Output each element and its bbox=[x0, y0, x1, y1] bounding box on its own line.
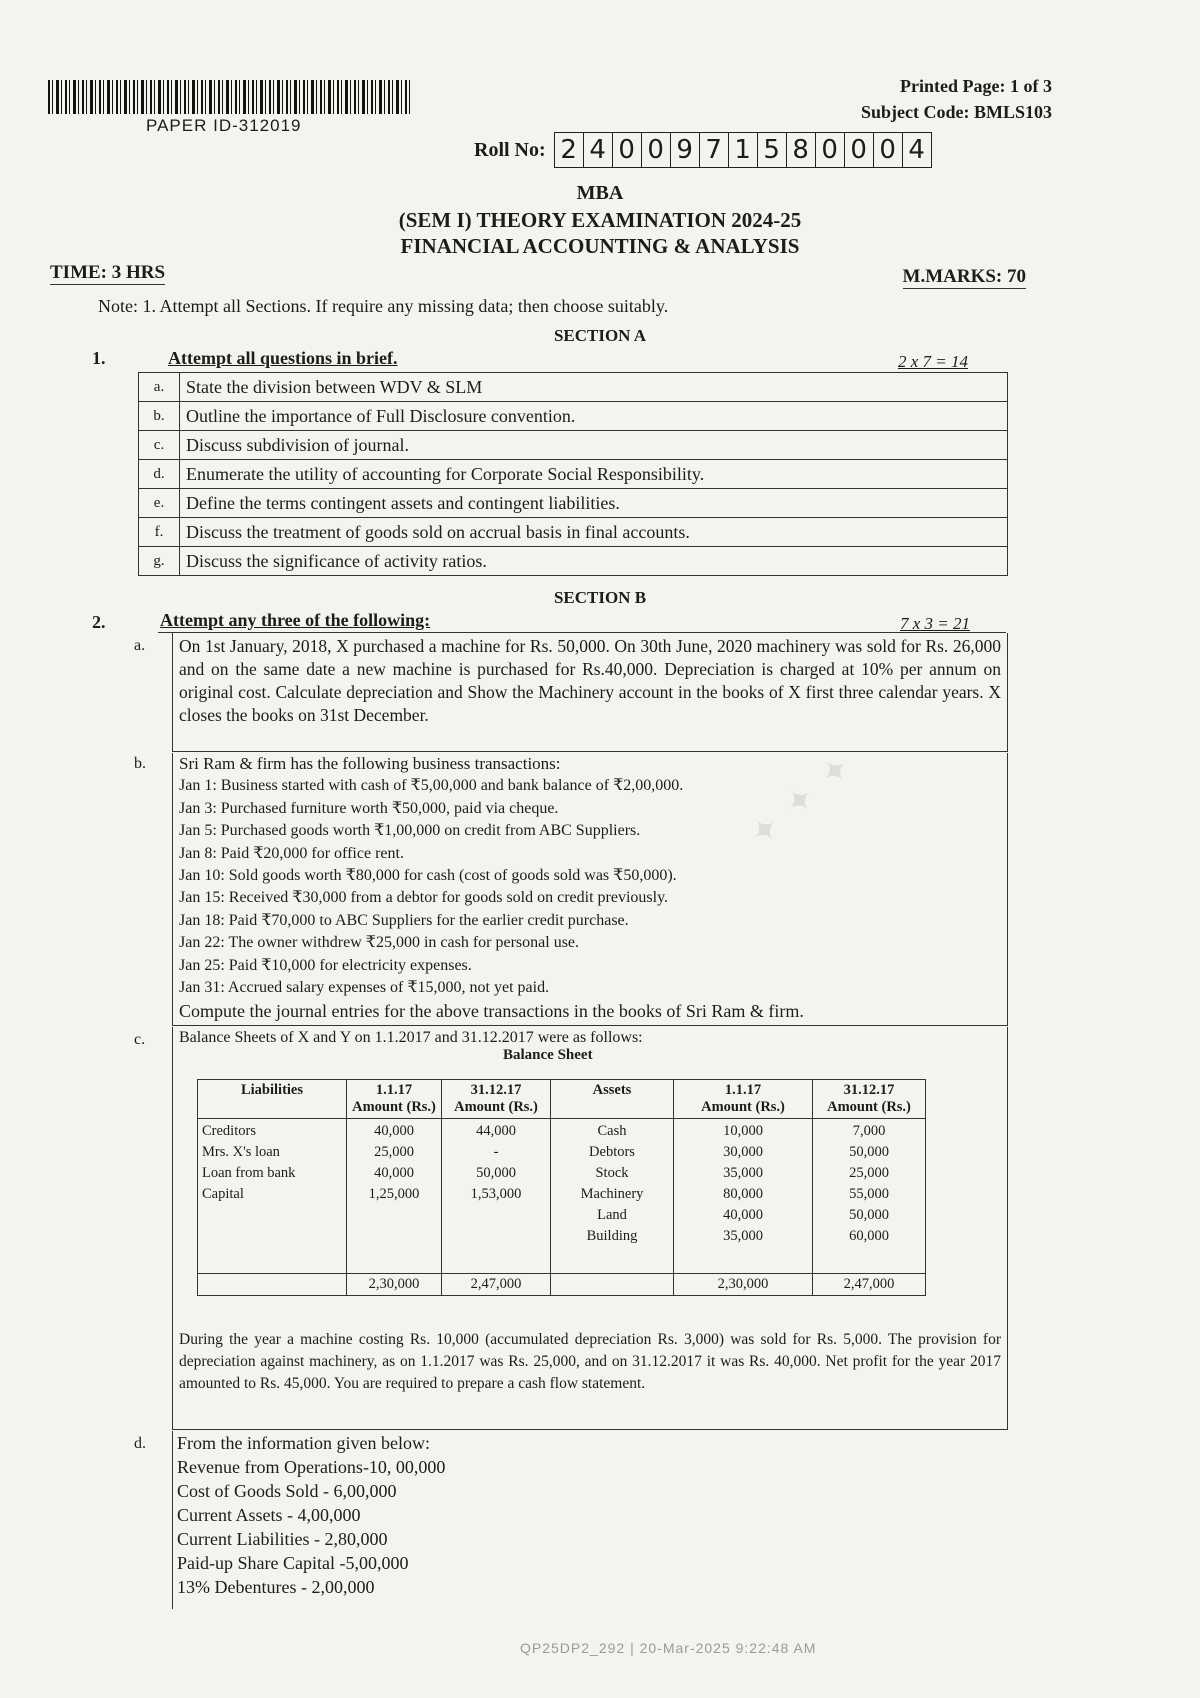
cell-name: Mrs. X's loan bbox=[202, 1144, 280, 1160]
roll-digit: 1 bbox=[728, 132, 757, 168]
question-row bbox=[139, 373, 1008, 402]
cell-name: Capital bbox=[202, 1186, 244, 1202]
subject-code: Subject Code: BMLS103 bbox=[860, 102, 1052, 122]
transaction-line: Jan 8: Paid ₹20,000 for office rent. bbox=[179, 844, 404, 862]
th-a-1117: 1.1.17 Amount (Rs.) bbox=[674, 1080, 813, 1119]
roll-digit: 9 bbox=[670, 132, 699, 168]
cell-name: Building bbox=[586, 1228, 638, 1244]
th-l-1117: 1.1.17 Amount (Rs.) bbox=[347, 1080, 442, 1119]
question-letter: g. bbox=[139, 547, 180, 576]
printed-page: Printed Page: 1 of 3 bbox=[900, 76, 1052, 96]
question-box bbox=[172, 1027, 1008, 1430]
question-row bbox=[139, 547, 1008, 576]
section-b-marks: 7 x 3 = 21 bbox=[899, 614, 970, 633]
th-liabilities: Liabilities bbox=[198, 1080, 347, 1119]
paper-id: PAPER ID-312019 bbox=[146, 116, 302, 135]
watermark: ✦ ✦ ✦ bbox=[742, 745, 863, 855]
section-a-heading: Attempt all questions in brief. bbox=[168, 348, 398, 368]
information-line: 13% Debentures - 2,00,000 bbox=[177, 1577, 375, 1597]
max-marks: M.MARKS: 70 bbox=[902, 266, 1026, 287]
question-text: Enumerate the utility of accounting for Corporate Social Responsibility. bbox=[180, 460, 1008, 489]
section-b-title: SECTION B bbox=[553, 588, 647, 607]
cell-b: 55,000 bbox=[849, 1186, 889, 1202]
roll-digit: 7 bbox=[699, 132, 728, 168]
question-box bbox=[172, 1431, 1007, 1609]
asset-values-311217 bbox=[813, 1119, 926, 1274]
transaction-line: Jan 5: Purchased goods worth ₹1,00,000 on credit from ABC Suppliers. bbox=[179, 822, 641, 840]
cell-a: 35,000 bbox=[723, 1228, 763, 1244]
transaction-line: Jan 1: Business started with cash of ₹5,00,000 and bank balance of ₹2,00,000. bbox=[179, 777, 684, 795]
roll-digit: 0 bbox=[815, 132, 844, 168]
question-row bbox=[139, 460, 1008, 489]
question-letter: d. bbox=[134, 1435, 146, 1452]
roll-digit: 5 bbox=[757, 132, 786, 168]
cell-b: 60,000 bbox=[849, 1228, 889, 1244]
roll-boxes bbox=[554, 132, 932, 168]
th-l-311217: 31.12.17 Amount (Rs.) bbox=[442, 1080, 551, 1119]
information-line: Paid-up Share Capital -5,00,000 bbox=[177, 1553, 409, 1573]
information-line: Current Assets - 4,00,000 bbox=[177, 1505, 361, 1525]
cell-b: 50,000 bbox=[849, 1207, 889, 1223]
question-letter: f. bbox=[139, 518, 180, 547]
subject-title: FINANCIAL ACCOUNTING & ANALYSIS bbox=[400, 234, 800, 258]
th-assets: Assets bbox=[551, 1080, 674, 1119]
cell-b: 50,000 bbox=[476, 1165, 516, 1181]
roll-digit: 0 bbox=[873, 132, 902, 168]
question-row bbox=[139, 518, 1008, 547]
question-letter: a. bbox=[139, 373, 180, 402]
cell-b: 1,53,000 bbox=[470, 1186, 522, 1202]
transaction-line: Jan 15: Received ₹30,000 from a debtor for goods sold on credit previously. bbox=[179, 889, 669, 907]
note: Note: 1. Attempt all Sections. If require any missing data; then choose suitably. bbox=[98, 296, 669, 316]
cell-b: 44,000 bbox=[476, 1123, 516, 1139]
question-intro: Sri Ram & firm has the following business transactions: bbox=[179, 754, 561, 773]
roll-digit: 0 bbox=[612, 132, 641, 168]
asset-names bbox=[551, 1119, 674, 1274]
transaction-line: Jan 10: Sold goods worth ₹80,000 for cash (cost of goods sold was ₹50,000). bbox=[179, 867, 677, 885]
cell-b: 25,000 bbox=[849, 1165, 889, 1181]
cell-b: 7,000 bbox=[852, 1123, 886, 1139]
exam-title: (SEM I) THEORY EXAMINATION 2024-25 bbox=[398, 208, 802, 232]
question-closing: Compute the journal entries for the above transactions in the books of Sri Ram & firm. bbox=[179, 1001, 804, 1022]
table-title: Balance Sheet bbox=[503, 1047, 593, 1063]
cell-a: 25,000 bbox=[374, 1144, 414, 1160]
transaction-line: Jan 31: Accrued salary expenses of ₹15,000, not yet paid. bbox=[179, 979, 550, 997]
information-line: Cost of Goods Sold - 6,00,000 bbox=[177, 1481, 397, 1501]
question-text: Discuss subdivision of journal. bbox=[180, 431, 1008, 460]
section-b-number: 2. bbox=[92, 612, 106, 632]
cell-name: Land bbox=[597, 1207, 627, 1223]
question-text: Define the terms contingent assets and contingent liabilities. bbox=[180, 489, 1008, 518]
cell-name: Machinery bbox=[580, 1186, 644, 1202]
cell-a: 40,000 bbox=[374, 1123, 414, 1139]
question-text: Outline the importance of Full Disclosure convention. bbox=[180, 402, 1008, 431]
total-assets-label bbox=[551, 1274, 674, 1296]
question-letter: b. bbox=[134, 755, 146, 772]
question-text: Discuss the significance of activity ratios. bbox=[180, 547, 1008, 576]
cell-a: 80,000 bbox=[723, 1186, 763, 1202]
cell-a: 10,000 bbox=[723, 1123, 763, 1139]
question-letter: c. bbox=[139, 431, 180, 460]
transaction-line: Jan 3: Purchased furniture worth ₹50,000, paid via cheque. bbox=[179, 799, 559, 817]
total-a-1117: 2,30,000 bbox=[674, 1274, 813, 1296]
question-letter: a. bbox=[134, 637, 146, 654]
asset-values-1117 bbox=[674, 1119, 813, 1274]
question-closing: During the year a machine costing Rs. 10,000 (accumulated depreciation Rs. 3,000) was sold for Rs. 5,000. The provision for depreciation against machinery, as on 1.1.2017 was Rs. 25,000, and on 31.12.2017 it was Rs. 40,000. Net profit for the year 2017 amounted to Rs. 45,000. You are required to prepare a cash flow statement. bbox=[179, 1331, 1001, 1392]
section-b-questions bbox=[134, 632, 1006, 1597]
question-text: Discuss the treatment of goods sold on accrual basis in final accounts. bbox=[180, 518, 1008, 547]
roll-digit: 2 bbox=[554, 132, 583, 168]
cell-name: Cash bbox=[597, 1123, 627, 1139]
section-a-questions bbox=[138, 372, 1008, 576]
cell-a: 30,000 bbox=[723, 1144, 763, 1160]
roll-number bbox=[474, 132, 932, 168]
cell-b: 50,000 bbox=[849, 1144, 889, 1160]
footer-stamp: QP25DP2_292 | 20-Mar-2025 9:22:48 AM bbox=[520, 1640, 817, 1656]
question-letter: b. bbox=[139, 402, 180, 431]
question-intro: Balance Sheets of X and Y on 1.1.2017 and 31.12.2017 were as follows: bbox=[179, 1029, 643, 1046]
liability-values-311217 bbox=[442, 1119, 551, 1274]
liability-values-1117 bbox=[347, 1119, 442, 1274]
total-l-1117: 2,30,000 bbox=[347, 1274, 442, 1296]
information-line: Current Liabilities - 2,80,000 bbox=[177, 1529, 388, 1549]
cell-a: 1,25,000 bbox=[368, 1186, 420, 1202]
roll-digit: 4 bbox=[902, 132, 932, 168]
question-row bbox=[139, 431, 1008, 460]
information-list bbox=[173, 1455, 1007, 1599]
cell-a: 35,000 bbox=[723, 1165, 763, 1181]
roll-digit: 8 bbox=[786, 132, 815, 168]
cell-a: 40,000 bbox=[374, 1165, 414, 1181]
question-row bbox=[139, 402, 1008, 431]
question-letter: d. bbox=[139, 460, 180, 489]
roll-label: Roll No: bbox=[474, 138, 546, 161]
section-b-heading: Attempt any three of the following: bbox=[160, 610, 431, 630]
question-box bbox=[172, 753, 1008, 1026]
information-line: Revenue from Operations-10, 00,000 bbox=[177, 1457, 446, 1477]
liability-names bbox=[198, 1119, 347, 1274]
barcode bbox=[48, 80, 410, 114]
total-a-311217: 2,47,000 bbox=[813, 1274, 926, 1296]
total-l-311217: 2,47,000 bbox=[442, 1274, 551, 1296]
section-a-number: 1. bbox=[92, 348, 106, 368]
time-allowed: TIME: 3 HRS bbox=[50, 262, 166, 283]
cell-name: Creditors bbox=[202, 1123, 256, 1139]
program-title: MBA bbox=[576, 182, 624, 204]
roll-digit: 4 bbox=[583, 132, 612, 168]
transaction-list bbox=[173, 775, 1007, 999]
question-text: On 1st January, 2018, X purchased a machine for Rs. 50,000. On 30th June, 2020 machinery was sold for Rs. 26,000 and on the same date a new machine is purchased for Rs.40,000. Depreciation is charged at 10% per annum on original cost. Calculate depreciation and Show the Machinery account in the books of X first three calendar years. X closes the books on 31st December. bbox=[179, 636, 1001, 725]
total-label bbox=[198, 1274, 347, 1296]
cell-a: 40,000 bbox=[723, 1207, 763, 1223]
question-box bbox=[172, 633, 1008, 752]
question-text: State the division between WDV & SLM bbox=[180, 373, 1008, 402]
question-letter: e. bbox=[139, 489, 180, 518]
transaction-line: Jan 18: Paid ₹70,000 to ABC Suppliers for the earlier credit purchase. bbox=[179, 911, 629, 929]
roll-digit: 0 bbox=[844, 132, 873, 168]
transaction-line: Jan 22: The owner withdrew ₹25,000 in cash for personal use. bbox=[179, 934, 580, 952]
section-a-marks: 2 x 7 = 14 bbox=[897, 352, 968, 371]
transaction-line: Jan 25: Paid ₹10,000 for electricity expenses. bbox=[179, 956, 472, 974]
cell-name: Stock bbox=[595, 1165, 629, 1181]
balance-sheet-table bbox=[197, 1079, 926, 1296]
cell-name: Loan from bank bbox=[202, 1165, 296, 1181]
question-intro: From the information given below: bbox=[177, 1433, 430, 1453]
cell-b: - bbox=[493, 1144, 499, 1160]
roll-digit: 0 bbox=[641, 132, 670, 168]
question-letter: c. bbox=[134, 1031, 146, 1048]
cell-name: Debtors bbox=[589, 1144, 635, 1160]
th-a-311217: 31.12.17 Amount (Rs.) bbox=[813, 1080, 926, 1119]
section-a-title: SECTION A bbox=[553, 326, 647, 345]
question-row bbox=[139, 489, 1008, 518]
